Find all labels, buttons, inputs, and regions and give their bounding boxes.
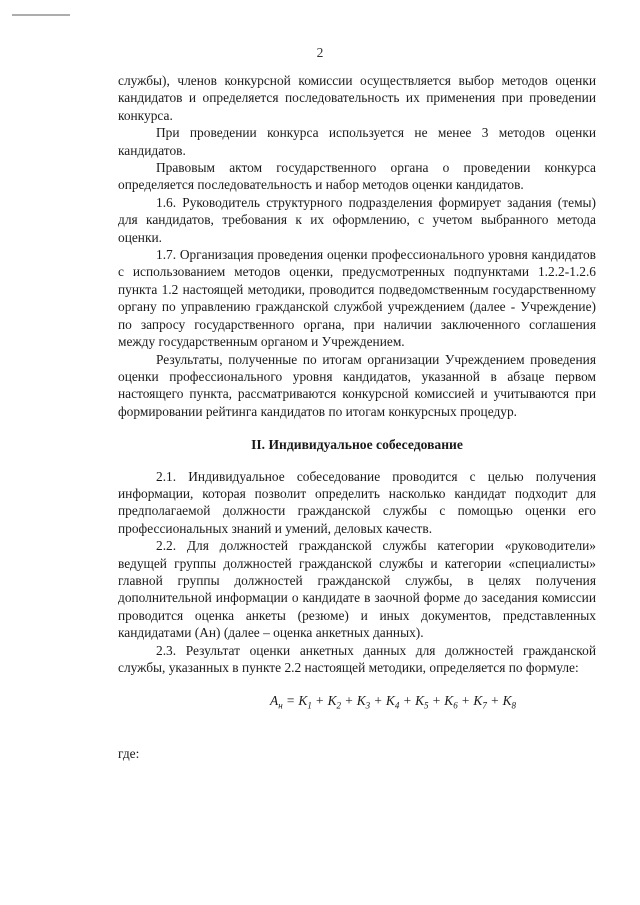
formula-term: K [415, 693, 425, 709]
formula-term: K [473, 693, 483, 709]
formula-term: K [356, 693, 366, 709]
paragraph: 2.3. Результат оценки анкетных данных для должностей гражданской службы, указанных в пункте 2.2 настоящей методики, определяется по формуле: [118, 642, 596, 675]
formula-term-subscript: 3 [365, 701, 371, 712]
formula-term-subscript: 4 [394, 701, 400, 712]
formula-term-subscript: 7 [482, 701, 487, 712]
formula-operator: + [370, 693, 386, 709]
where-label: где: [118, 746, 140, 762]
formula-term: K [327, 693, 337, 709]
formula-term-subscript: 8 [511, 701, 517, 712]
page-number: 2 [316, 45, 324, 60]
formula-operator: + [399, 693, 416, 709]
formula-operator: + [341, 693, 357, 709]
formula [118, 692, 596, 715]
formula-term: K [298, 693, 308, 709]
formula-lhs: A [270, 693, 279, 709]
paragraphs-top [118, 72, 596, 420]
formula-operator: + [457, 693, 474, 709]
paragraph: 1.7. Организация проведения оценки профессионального уровня кандидатов с использованием методов оценки, предусмотренных подпунктами 1.2.2-1.2.6 пункта 1.2 настоящей методики, проводится подведомственным государственному органу по управлению гражданской службой учреждением (далее - Учреждение) по запросу государственного органа, при наличии заключенного соглашения между государственным органом и Учреждением. [118, 247, 596, 350]
section-heading: II. Индивидуальное собеседование [251, 437, 463, 453]
formula-term-subscript: 1 [307, 701, 312, 712]
paragraph: службы), членов конкурсной комиссии осуществляется выбор методов оценки кандидатов и определяется последовательность их применения при проведении конкурса. [118, 73, 596, 123]
paragraph: При проведении конкурса используется не менее 3 методов оценки кандидатов. [118, 125, 596, 158]
paragraph: Правовым актом государственного органа о проведении конкурса определяется последовательность и набор методов оценки кандидатов. [118, 160, 596, 193]
formula-term: K [502, 693, 512, 709]
scan-artifact-mark [12, 14, 70, 16]
formula-equals: = [282, 693, 299, 709]
formula-term: K [385, 693, 395, 709]
formula-term: K [444, 693, 454, 709]
formula-lhs-subscript: н [278, 701, 283, 712]
formula-operator: + [311, 693, 328, 709]
formula-operator: + [486, 693, 503, 709]
formula-term-subscript: 6 [453, 701, 458, 712]
paragraph: 2.1. Индивидуальное собеседование проводится с целью получения информации, которая позволит определить насколько кандидат подходит для предполагаемой должности гражданской службы с помощью оценки его профессиональных знаний и умений, деловых качеств. [118, 468, 596, 536]
paragraphs-bottom [118, 468, 596, 677]
formula-term-subscript: 5 [424, 701, 429, 712]
document-body [118, 72, 596, 763]
paragraph: Результаты, полученные по итогам организации Учреждением проведения оценки профессионального уровня кандидатов, указанной в абзаце первом настоящего пункта, рассматриваются конкурсной комиссией и учитываются при формировании рейтинга кандидатов по итогам конкурсных процедур. [118, 351, 596, 419]
paragraph: 2.2. Для должностей гражданской службы категории «руководители» ведущей группы должностей гражданской службы и категории «специалисты» главной группы должностей гражданской службы, в целях получения дополнительной информации о кандидате в заочной форме до заседания комиссии проводится оценка анкеты (резюме) и иных документов, представленных кандидатами (Aн) (далее – оценка анкетных данных). [118, 538, 596, 641]
formula-operator: + [428, 693, 445, 709]
paragraph: 1.6. Руководитель структурного подразделения формирует задания (темы) для кандидатов, требования к их оформлению, с учетом выбранного метода оценки. [118, 194, 596, 245]
formula-term-subscript: 2 [336, 701, 341, 712]
